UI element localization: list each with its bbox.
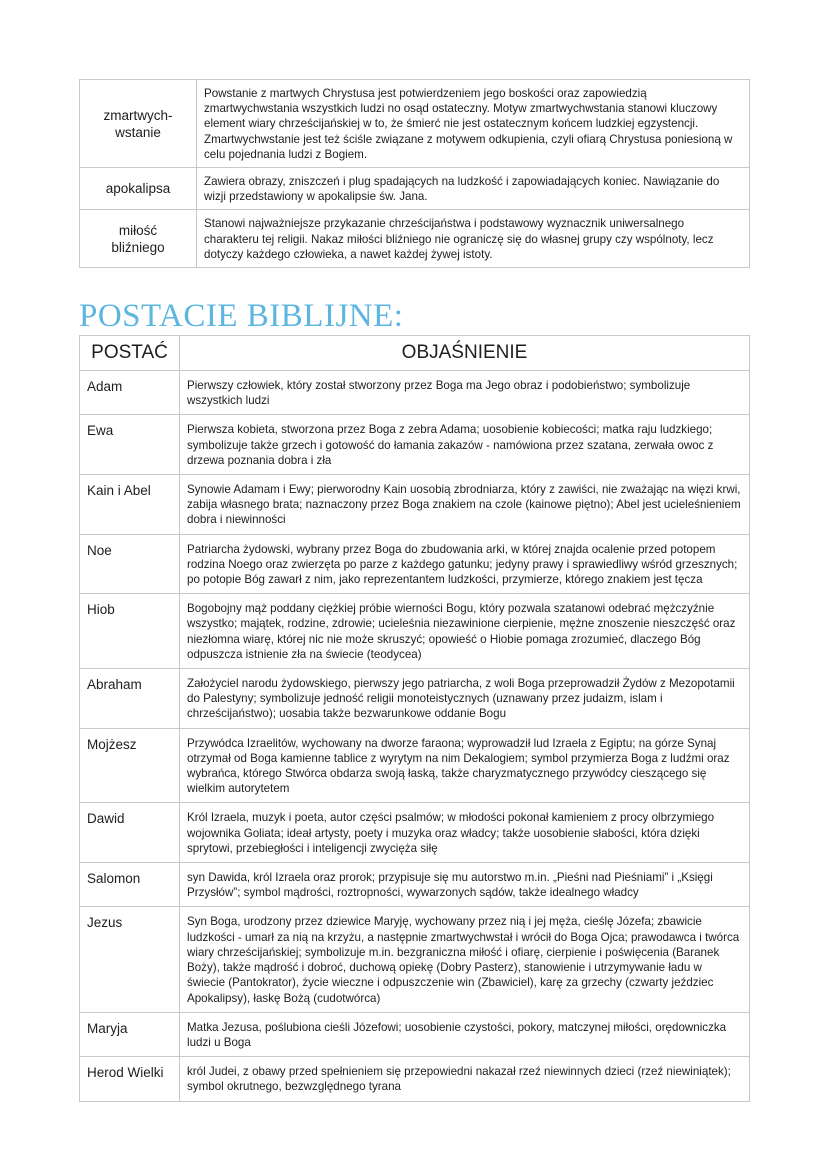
motif-term-line: bliźniego — [111, 239, 165, 255]
figure-description: Bogobojny mąż poddany ciężkiej próbie wierności Bogu, który pozwala szatanowi odebrać mężczyźnie wszystko; majątek, rodzine, zdrowie; ucieleśnia niezawinione cierpienie, mężne znoszenie nieszczęść oraz niezłomna wiarę, której nic nie może skruszyć; opowieść o Hiobie pomaga zrozumieć, dlaczego Bóg odpuszcza istnienie zła na świecie (teodycea) — [180, 594, 750, 669]
table-header-row — [80, 336, 750, 371]
motif-description: Stanowi najważniejsze przykazanie chrześcijaństwa i podstawowy wyznacznik uniwersalnego charakteru tej religii. Nakaz miłości bliźniego nie ograniczę się do własnej grupy czy wspólnoty, lecz dotyczy każdego człowieka, a nawet każdej żywej istoty. — [197, 210, 750, 268]
table-row — [80, 168, 750, 210]
figure-name: Salomon — [80, 863, 180, 907]
motif-description: Powstanie z martwych Chrystusa jest potwierdzeniem jego boskości oraz zapowiedzią zmartwychwstania wszystkich ludzi no osąd ostateczny. Motyw zmartwychwstania stanowi kluczowy element wiary chrześcijańskiej w to, że śmierć nie jest ostatecznym końcem ludzkiej egzystencji. Zmartwychwstanie jest też ściśle związane z motywem odkupienia, czyli ofiarą Chrystusa poniesioną w celu pojednania ludzi z Bogiem. — [197, 80, 750, 168]
table-row — [80, 415, 750, 475]
figure-name: Herod Wielki — [80, 1057, 180, 1101]
motif-description: Zawiera obrazy, zniszczeń i plug spadających na ludzkość i zapowiadających koniec. Nawiązanie do wizji przedstawiony w apokalipsie św. Jana. — [197, 168, 750, 210]
figure-name: Mojżesz — [80, 728, 180, 803]
motif-term-line: wstanie — [115, 124, 161, 140]
figure-name: Abraham — [80, 669, 180, 729]
figure-name: Hiob — [80, 594, 180, 669]
table-row — [80, 863, 750, 907]
column-header-explanation: OBJAŚNIENIE — [180, 336, 750, 371]
figure-description: Matka Jezusa, poślubiona cieśli Józefowi; uosobienie czystości, pokory, matczynej miłości, orędowniczka ludzi u Boga — [180, 1012, 750, 1056]
figure-description: Synowie Adamam i Ewy; pierworodny Kain uosobią zbrodniarza, który z zawiści, nie zważając na więzi krwi, zabija własnego brata; naznaczony przez Boga znakiem na czole (kainowe piętno); Abel jest ucieleśnieniem dobra i niewinności — [180, 475, 750, 535]
figure-name: Adam — [80, 371, 180, 415]
section-title: POSTACIE BIBLIJNE: — [79, 298, 404, 334]
figure-description: król Judei, z obawy przed spełnieniem się przepowiedni nakazał rzeź niewinnych dzieci (rzeź niewiniątek); symbol okrutnego, bezwzględnego tyrana — [180, 1057, 750, 1101]
table-row — [80, 594, 750, 669]
table-row — [80, 534, 750, 594]
column-header-figure: POSTAĆ — [80, 336, 180, 371]
figure-name: Maryja — [80, 1012, 180, 1056]
table-row — [80, 728, 750, 803]
figure-description: Pierwsza kobieta, stworzona przez Boga z zebra Adama; uosobienie kobiecości; matka raju ludzkiego; symbolizuje także grzech i gotowość do łamania zakazów - namówiona przez szatana, zerwała owoc z drzewa poznania dobra i zła — [180, 415, 750, 475]
table-row — [80, 80, 750, 168]
figure-description: Patriarcha żydowski, wybrany przez Boga do zbudowania arki, w której znajda ocalenie przed potopem rodzina Noego oraz zwierzęta po parze z każdego gatunku; jedyny prawy i sprawiedliwy wśród grzesznych; po potopie Bóg zawarł z nim, jako reprezentantem ludzkości, przymierze, którego znakiem jest tęcza — [180, 534, 750, 594]
figure-name: Jezus — [80, 907, 180, 1012]
motif-term-line: zmartwych- — [103, 107, 173, 123]
figure-name: Ewa — [80, 415, 180, 475]
motif-term-line: miłość — [118, 222, 158, 238]
figure-description: Król Izraela, muzyk i poeta, autor części psalmów; w młodości pokonał kamieniem z procy olbrzymiego wojownika Goliata; ideał artysty, poety i muzyka oraz władcy; także uosobienie słabości, która dzięki sprytowi, przebiegłości i inteligencji zwycięża siłę — [180, 803, 750, 863]
table-row — [80, 1057, 750, 1101]
figure-description: Przywódca Izraelitów, wychowany na dworze faraona; wyprowadził lud Izraela z Egiptu; na górze Synaj otrzymał od Boga kamienne tablice z wyrytym na nim Dekalogiem; symbol przymierza Boga z ludźmi oraz wybrańca, którego Stwórca obdarza swoją łaską, także charyzmatycznego przywódcy cieszącego się wielkim autorytetem — [180, 728, 750, 803]
biblical-figures-table — [79, 335, 750, 1102]
figure-description: Syn Boga, urodzony przez dziewice Maryję, wychowany przez nią i jej męża, cieślę Józefa; zbawicie ludzkości - umarł za nią na krzyżu, a następnie zmartwychwstał i wrócił do Boga Ojca; prawodawca i twórca wiary chrześcijańskiej; symbolizuje m.in. bezgraniczna miłość i ofiarę, cierpienie i poświęcenia (Baranek Boży), także mądrość i dobroć, duchową opiekę (Dobry Pasterz), stanowienie i utrzymywanie ładu w świecie (Pantokrator), życie wieczne i odpuszczenie win (Zbawiciel), karę za grzechy (czwarty jeździec Apokalipsy), łaskę Bożą (cudotwórca) — [180, 907, 750, 1012]
table-row — [80, 475, 750, 535]
figure-description: Pierwszy człowiek, który został stworzony przez Boga ma Jego obraz i podobieństwo; symbolizuje wszystkich ludzi — [180, 371, 750, 415]
motif-term — [80, 80, 197, 168]
table-row — [80, 669, 750, 729]
motifs-table — [79, 79, 750, 268]
table-row — [80, 803, 750, 863]
figure-description: Założyciel narodu żydowskiego, pierwszy jego patriarcha, z woli Boga przeprowadził Żydów z Mezopotamii do Palestyny; symbolizuje jedność religii monoteistycznych (uznawany przez judaizm, islam i chrześcijaństwo); uosabia także bezwarunkowe oddanie Bogu — [180, 669, 750, 729]
table-row — [80, 907, 750, 1012]
figure-description: syn Dawida, król Izraela oraz prorok; przypisuje się mu autorstwo m.in. „Pieśni nad Pieśniami” i „Księgi Przysłów”; symbol mądrości, roztropności, wywarzonych sądów, także idealnego władcy — [180, 863, 750, 907]
table-row — [80, 210, 750, 268]
table-row — [80, 371, 750, 415]
motif-term: apokalipsa — [80, 168, 197, 210]
figure-name: Dawid — [80, 803, 180, 863]
figure-name: Noe — [80, 534, 180, 594]
table-row — [80, 1012, 750, 1056]
motif-term — [80, 210, 197, 268]
figure-name: Kain i Abel — [80, 475, 180, 535]
